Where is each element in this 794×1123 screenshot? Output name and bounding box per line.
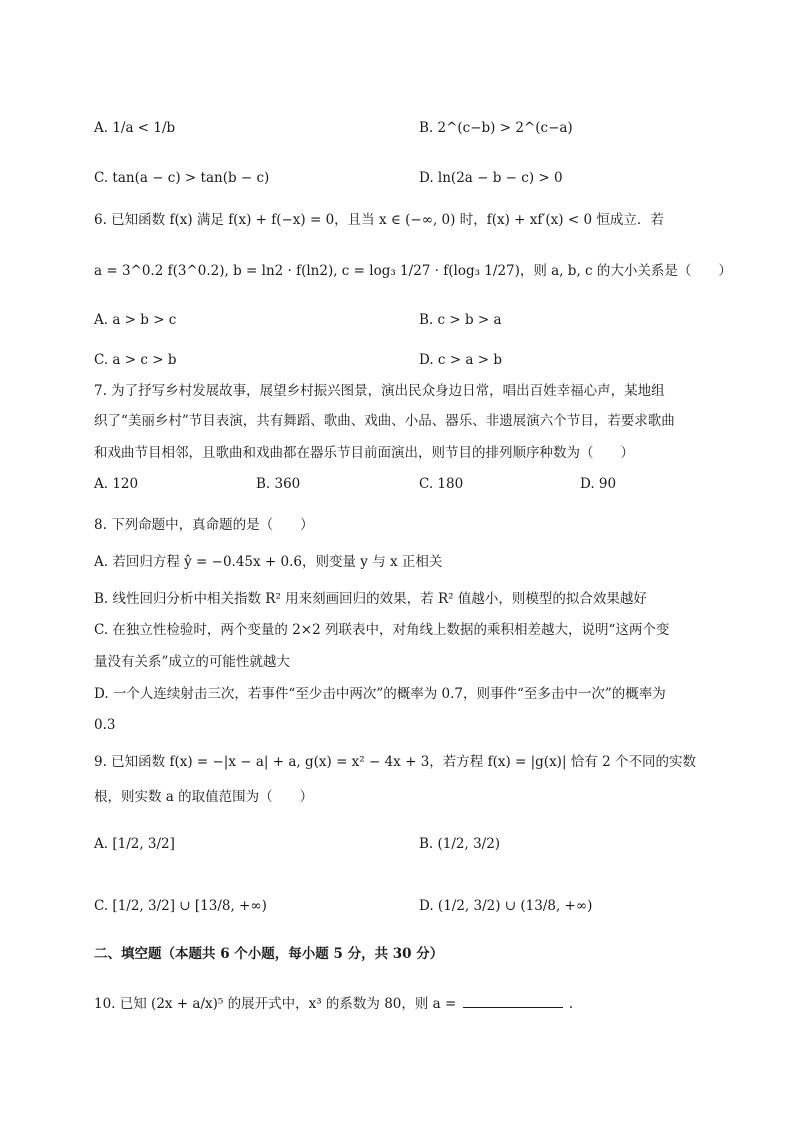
q6-stem-line1: 6. 已知函数 f(x) 满足 f(x) + f(−x) = 0，且当 x ∈ (−∞, 0) 时，f(x) + xf′(x) < 0 恒成立．若 [94,212,664,228]
section-fill-in-title: 二、填空题（本题共 6 个小题，每小题 5 分，共 30 分） [94,946,444,962]
q7-line3: 和戏曲节目相邻，且歌曲和戏曲都在器乐节目前面演出，则节目的排列顺序种数为（ ） [94,445,634,461]
q8-option-c-line2: 量没有关系”成立的可能性就越大 [94,654,290,670]
q7-option-c: C. 180 [419,476,464,492]
q9-line2: 根，则实数 a 的取值范围为（ ） [94,789,314,805]
q6-option-d: D. c > a > b [419,352,502,368]
q8-option-c-line1: C. 在独立性检验时，两个变量的 2×2 列联表中，对角线上数据的乘积相差越大，说明“这两个变 [94,622,670,638]
q10-period: . [568,996,574,1012]
q7-option-b: B. 360 [256,476,301,492]
q8-option-b: B. 线性回归分析中相关指数 R² 用来刻画回归的效果，若 R² 值越小，则模型的拟合效果越好 [94,591,647,607]
q9-option-d: D. (1/2, 3/2) ∪ (13/8, +∞) [419,898,593,914]
q5-option-d: D. ln(2a − b − c) > 0 [419,170,563,186]
q9-option-c: C. [1/2, 3/2] ∪ [13/8, +∞) [94,898,267,914]
q6-option-b: B. c > b > a [419,312,502,328]
q7-line1: 7. 为了抒写乡村发展故事，展望乡村振兴图景，演出民众身边日常，唱出百姓幸福心声，某地组 [94,383,665,399]
q8-option-d-line2: 0.3 [94,717,116,733]
q10-answer-blank [463,993,563,1008]
q10-text: 10. 已知 (2x + a/x)⁵ 的展开式中，x³ 的系数为 80，则 a = [94,996,457,1012]
q8-option-d-line1: D. 一个人连续射击三次，若事件“至少击中两次”的概率为 0.7，则事件“至多击中一次”的概率为 [94,686,666,702]
q6-option-a: A. a > b > c [94,312,177,328]
q5-option-a: A. 1/a < 1/b [94,120,176,136]
q7-options [94,474,704,494]
q10-line [94,993,704,1014]
q5-option-b: B. 2^(c−b) > 2^(c−a) [419,120,573,136]
q9-option-b: B. (1/2, 3/2) [419,836,501,852]
q6-option-c: C. a > c > b [94,352,177,368]
q7-option-a: A. 120 [94,476,139,492]
q8-stem: 8. 下列命题中，真命题的是（ ） [94,517,314,533]
q6-stem-line2: a = 3^0.2 f(3^0.2), b = ln2 · f(ln2), c = log₃ 1/27 · f(log₃ 1/27)，则 a, b, c 的大小关系是（ ） [94,263,732,279]
q5-option-c: C. tan(a − c) > tan(b − c) [94,170,270,186]
q8-option-a: A. 若回归方程 ŷ = −0.45x + 0.6，则变量 y 与 x 正相关 [94,554,443,570]
q7-option-d: D. 90 [580,476,617,492]
q9-line1: 9. 已知函数 f(x) = −|x − a| + a, g(x) = x² − 4x + 3，若方程 f(x) = |g(x)| 恰有 2 个不同的实数 [94,754,696,770]
q7-line2: 织了“美丽乡村”节目表演，共有舞蹈、歌曲、戏曲、小品、器乐、非遗展演六个节目，若要求歌曲 [94,413,675,429]
q9-option-a: A. [1/2, 3/2] [94,836,175,852]
